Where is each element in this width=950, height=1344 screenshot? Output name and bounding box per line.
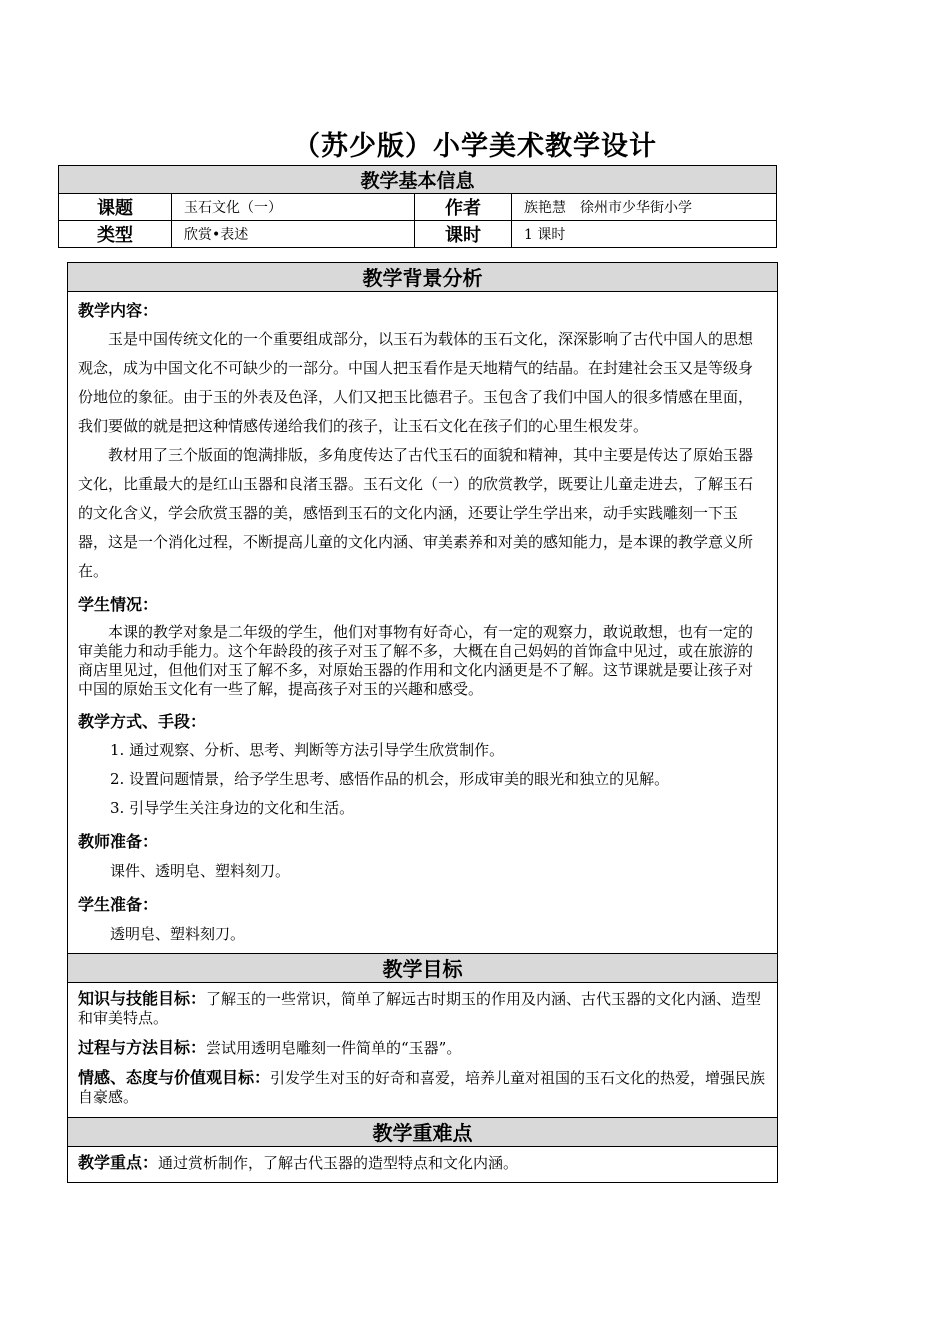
content-heading: 教学内容： xyxy=(78,301,159,320)
period-label: 课时 xyxy=(415,221,512,248)
process-objective-text: 尝试用透明皂雕刻一件简单的“玉器”。 xyxy=(206,1039,462,1057)
document-title: （苏少版）小学美术教学设计 xyxy=(293,131,657,162)
topic-value: 玉石文化（一） xyxy=(172,194,415,221)
basic-info-header: 教学基本信息 xyxy=(59,166,777,194)
method-item-2: 2. 设置问题情景，给予学生思考、感悟作品的机会，形成审美的眼光和独立的见解。 xyxy=(110,770,670,788)
type-label: 类型 xyxy=(59,221,172,248)
content-paragraph-1: 玉是中国传统文化的一个重要组成部分，以玉石为载体的玉石文化，深深影响了古代中国人的思想观念，成为中国文化不可缺少的一部分。中国人把玉看作是天地精气的结晶。在封建社会玉又是等级身份地位的象征。由于玉的外表及色泽，人们又把玉比德君子。玉包含了我们中国人的很多情感在里面，我们要做的就是把这种情感传递给我们的孩子，让玉石文化在孩子们的心里生根发芽。 xyxy=(78,330,754,435)
process-objective-label: 过程与方法目标： xyxy=(78,1038,207,1057)
knowledge-objective-label: 知识与技能目标： xyxy=(78,989,207,1008)
author-value: 族艳慧 徐州市少华街小学 xyxy=(512,194,777,221)
key-points-section xyxy=(68,1147,777,1182)
objectives-header: 教学目标 xyxy=(68,953,777,983)
key-point-label: 教学重点： xyxy=(78,1153,159,1172)
teacher-prep-heading: 教师准备： xyxy=(78,832,159,851)
basic-info-table xyxy=(58,165,777,248)
content-paragraph-2: 教材用了三个版面的饱满排版，多角度传达了古代玉石的面貌和精神，其中主要是传达了原始玉器文化，比重最大的是红山玉器和良渚玉器。玉石文化（一）的欣赏教学，既要让儿童走进去，了解玉石的文化含义，学会欣赏玉器的美，感悟到玉石的文化内涵，还要让学生学出来，动手实践雕刻一下玉器，这是一个消化过程，不断提高儿童的文化内涵、审美素养和对美的感知能力，是本课的教学意义所在。 xyxy=(78,446,754,580)
topic-label: 课题 xyxy=(59,194,172,221)
type-value: 欣赏•表述 xyxy=(172,221,415,248)
lesson-plan-body xyxy=(67,262,778,1183)
teacher-prep-text: 课件、透明皂、塑料刻刀。 xyxy=(110,862,291,880)
student-prep-text: 透明皂、塑料刻刀。 xyxy=(110,925,246,943)
students-paragraph: 本课的教学对象是二年级的学生，他们对事物有好奇心，有一定的观察力，敢说敢想，也有一定的审美能力和动手能力。这个年龄段的孩子对玉了解不多，大概在自己妈妈的首饰盒中见过，或在旅游的商店里见过，但他们对玉了解不多，对原始玉器的作用和文化内涵更是不了解。这节课就是要让孩子对中国的原始玉文化有一些了解，提高孩子对玉的兴趣和感受。 xyxy=(78,623,754,698)
author-label: 作者 xyxy=(415,194,512,221)
student-prep-heading: 学生准备： xyxy=(78,895,159,914)
key-point xyxy=(78,1147,767,1182)
emotion-objective-label: 情感、态度与价值观目标： xyxy=(78,1068,271,1087)
process-objective xyxy=(78,1032,767,1062)
objectives-section xyxy=(68,983,777,1117)
knowledge-objective xyxy=(78,983,767,1032)
emotion-objective xyxy=(78,1062,767,1117)
methods-heading: 教学方式、手段： xyxy=(78,712,207,731)
method-item-1: 1. 通过观察、分析、思考、判断等方法引导学生欣赏制作。 xyxy=(110,741,505,759)
key-points-header: 教学重难点 xyxy=(68,1117,777,1147)
students-heading: 学生情况： xyxy=(78,595,159,614)
background-header: 教学背景分析 xyxy=(68,263,777,292)
period-value: 1 课时 xyxy=(512,221,777,248)
key-point-text: 通过赏析制作，了解古代玉器的造型特点和文化内涵。 xyxy=(158,1154,519,1172)
method-item-3: 3. 引导学生关注身边的文化和生活。 xyxy=(110,799,355,817)
emotion-objective-text: 引发学生对玉的好奇和喜爱，培养儿童对祖国的玉石文化的热爱，增强民族自豪感。 xyxy=(78,1069,766,1106)
background-section xyxy=(68,292,777,953)
knowledge-objective-text: 了解玉的一些常识，简单了解远古时期玉的作用及内涵、古代玉器的文化内涵、造型和审美特点。 xyxy=(78,990,762,1027)
